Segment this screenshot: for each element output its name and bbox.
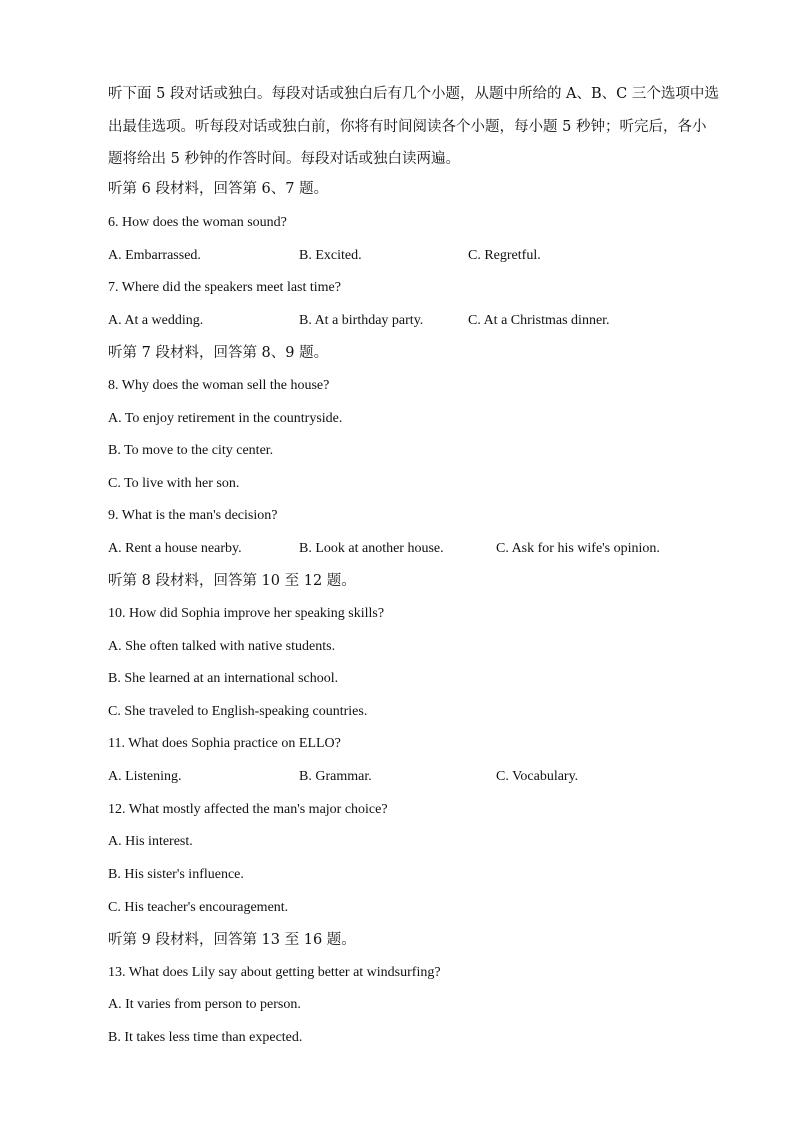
question-6-stem: 6. How does the woman sound?	[108, 215, 287, 230]
q11-option-a[interactable]: A. Listening.	[108, 769, 182, 784]
question-13-stem: 13. What does Lily say about getting better at windsurfing?	[108, 965, 441, 980]
q8-option-b[interactable]: B. To move to the city center.	[108, 443, 274, 458]
q11-option-c[interactable]: C. Vocabulary.	[496, 769, 579, 784]
question-12-stem: 12. What mostly affected the man's major choice?	[108, 802, 388, 817]
q8-option-a[interactable]: A. To enjoy retirement in the countryside.	[108, 411, 343, 426]
section-9-heading: 听第 9 段材料，回答第 13 至 16 题。	[108, 932, 356, 948]
q9-option-b[interactable]: B. Look at another house.	[299, 541, 444, 556]
section-8-heading: 听第 8 段材料，回答第 10 至 12 题。	[108, 573, 356, 589]
q12-option-a[interactable]: A. His interest.	[108, 834, 193, 849]
q7-option-c[interactable]: C. At a Christmas dinner.	[468, 313, 610, 328]
section-6-heading: 听第 6 段材料，回答第 6、7 题。	[108, 181, 329, 197]
q7-option-a[interactable]: A. At a wedding.	[108, 313, 204, 328]
question-8-stem: 8. Why does the woman sell the house?	[108, 378, 330, 393]
q10-option-b[interactable]: B. She learned at an international school.	[108, 671, 339, 686]
q11-option-b[interactable]: B. Grammar.	[299, 769, 372, 784]
q12-option-c[interactable]: C. His teacher's encouragement.	[108, 900, 289, 915]
question-7-stem: 7. Where did the speakers meet last time?	[108, 280, 341, 295]
question-10-stem: 10. How did Sophia improve her speaking skills?	[108, 606, 385, 621]
q8-option-c[interactable]: C. To live with her son.	[108, 476, 240, 491]
q13-option-b[interactable]: B. It takes less time than expected.	[108, 1030, 303, 1045]
q12-option-b[interactable]: B. His sister's influence.	[108, 867, 244, 882]
q9-option-c[interactable]: C. Ask for his wife's opinion.	[496, 541, 660, 556]
listening-instructions: 听下面 5 段对话或独白。每段对话或独白后有几个小题，从题中所给的 A、B、C 三个选项中选出最佳选项。听每段对话或独白前，你将有时间阅读各个小题，每小题 5 秒钟；听完后，各小题将给出 5 秒钟的作答时间。每段对话或独白读两遍。	[108, 86, 719, 167]
q6-option-c[interactable]: C. Regretful.	[468, 248, 541, 263]
q10-option-a[interactable]: A. She often talked with native students.	[108, 639, 336, 654]
question-11-stem: 11. What does Sophia practice on ELLO?	[108, 736, 341, 751]
q10-option-c[interactable]: C. She traveled to English-speaking countries.	[108, 704, 368, 719]
q9-option-a[interactable]: A. Rent a house nearby.	[108, 541, 242, 556]
q6-option-b[interactable]: B. Excited.	[299, 248, 362, 263]
q13-option-a[interactable]: A. It varies from person to person.	[108, 997, 301, 1012]
q6-option-a[interactable]: A. Embarrassed.	[108, 248, 201, 263]
section-7-heading: 听第 7 段材料，回答第 8、9 题。	[108, 345, 329, 361]
q7-option-b[interactable]: B. At a birthday party.	[299, 313, 424, 328]
question-9-stem: 9. What is the man's decision?	[108, 508, 278, 523]
